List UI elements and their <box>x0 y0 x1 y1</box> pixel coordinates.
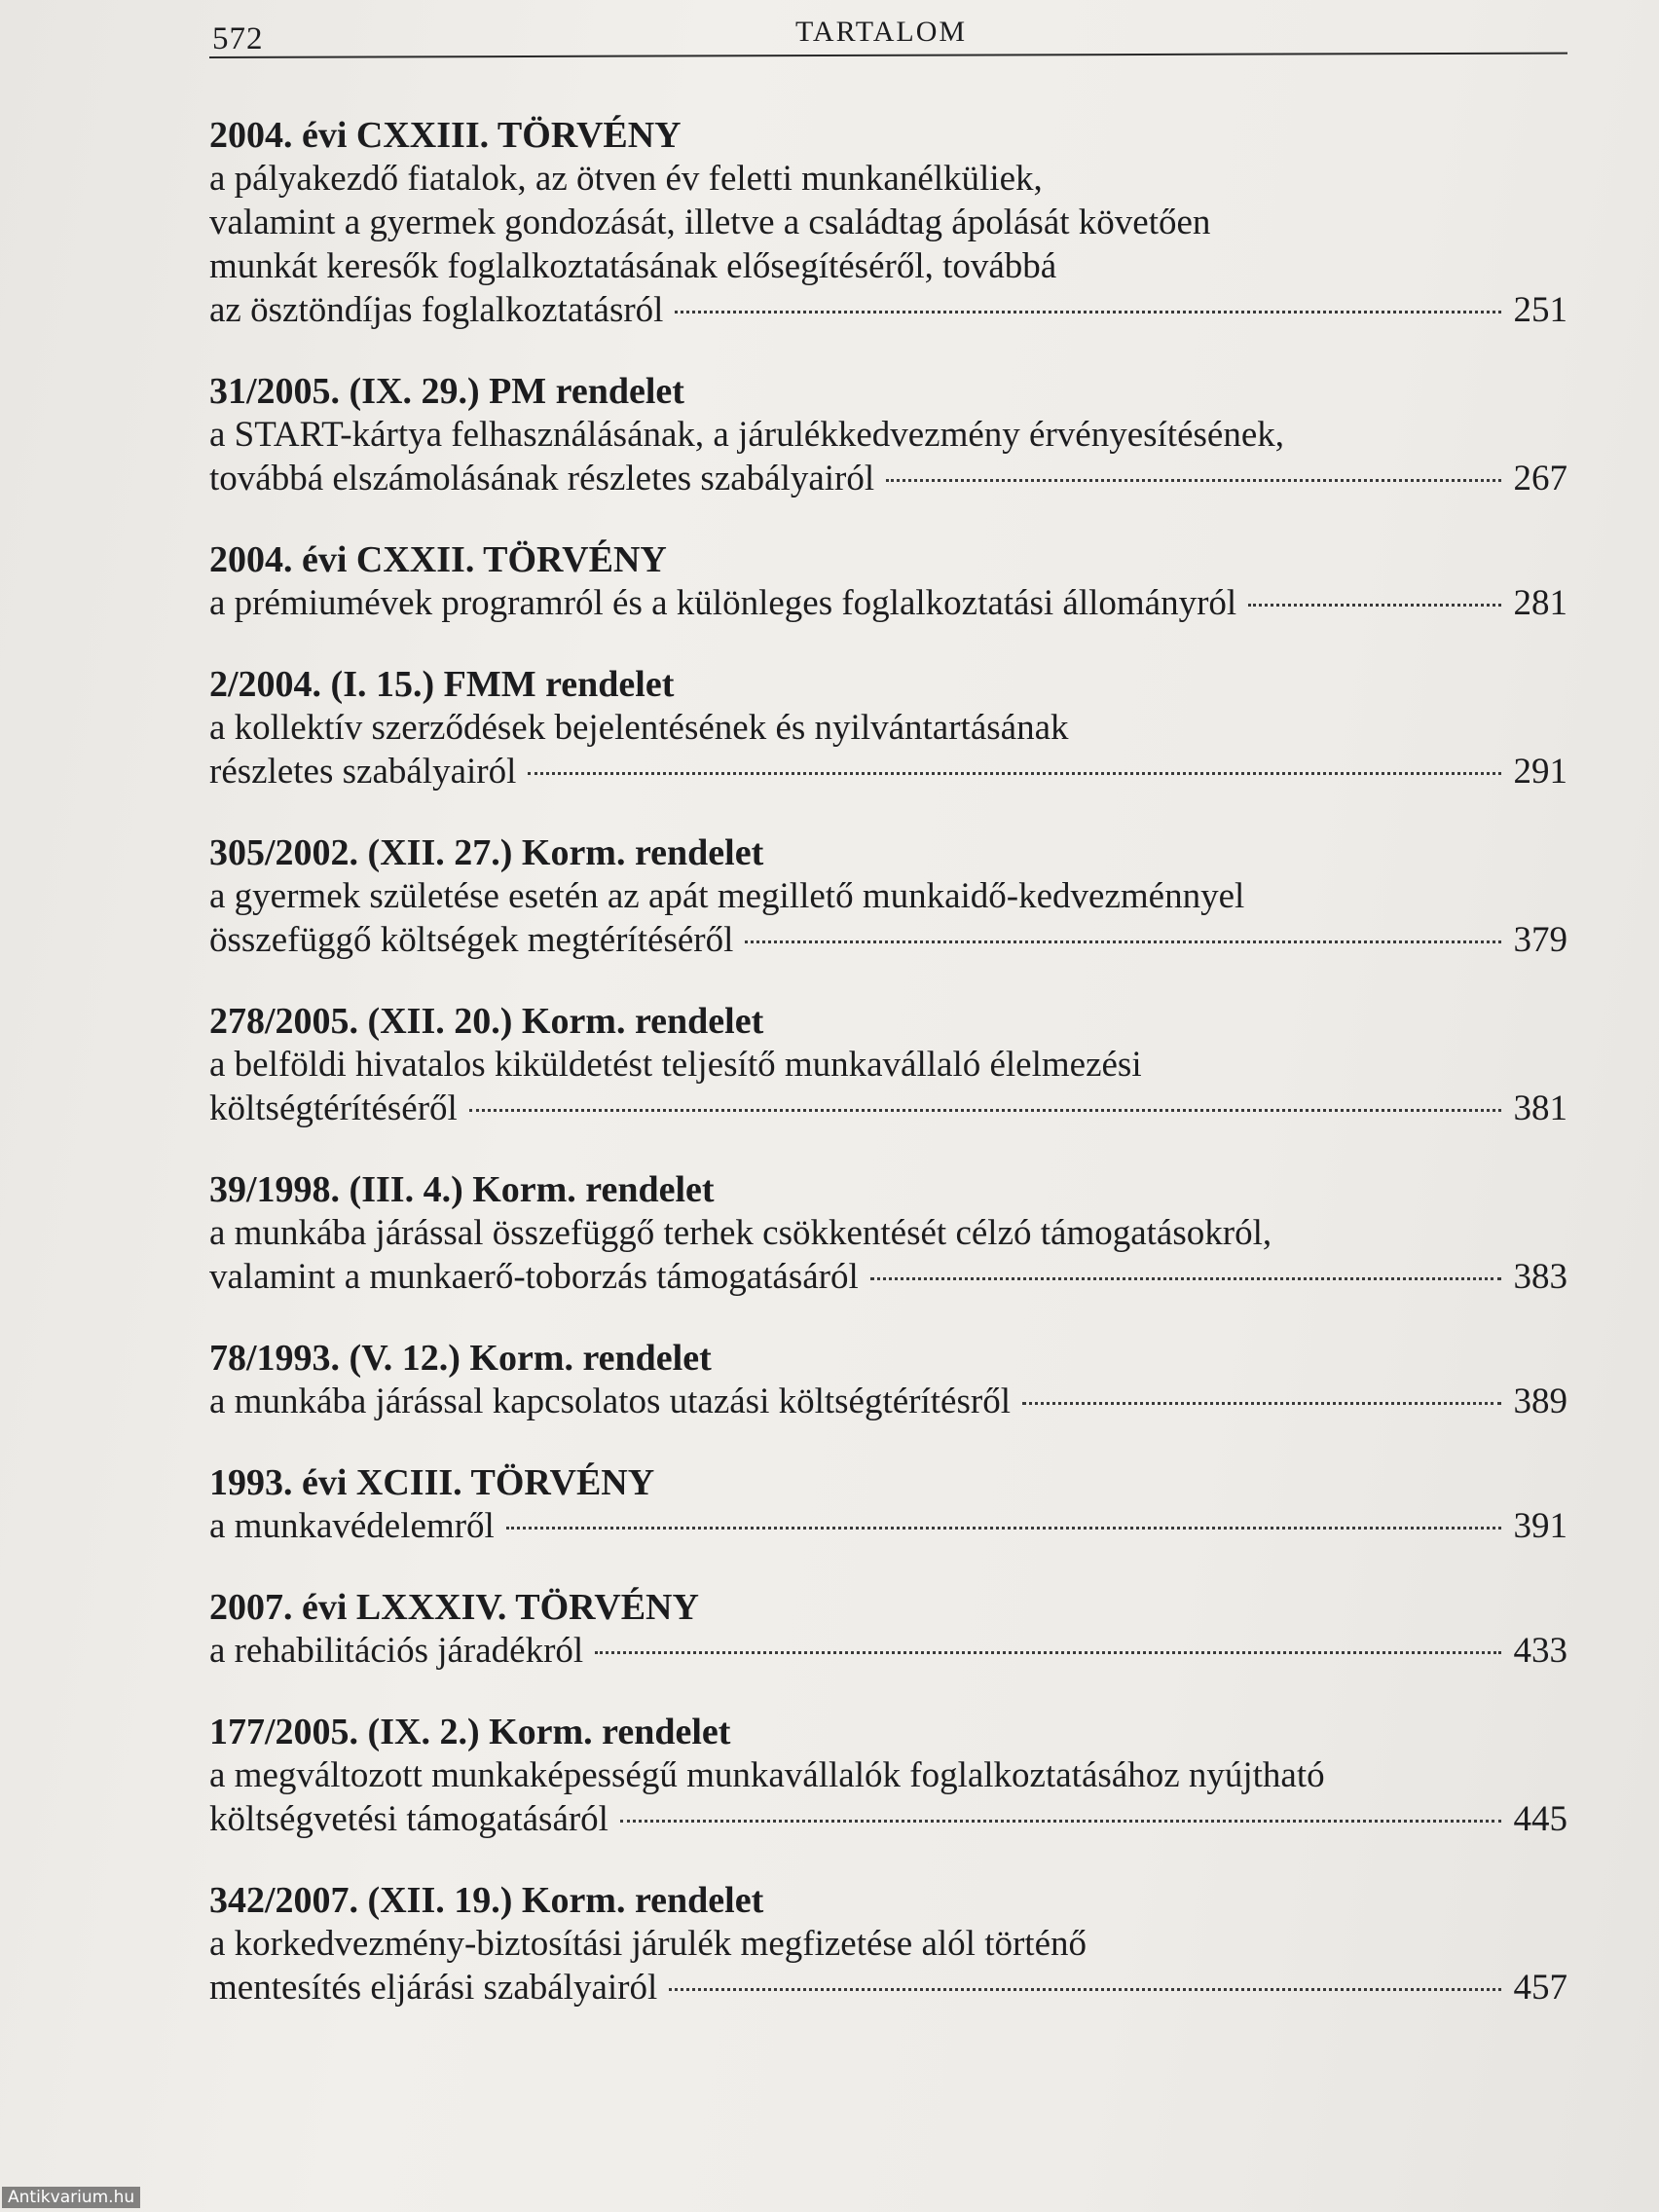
toc-entry-final-line <box>209 581 1567 625</box>
page-number: 572 <box>212 21 264 56</box>
toc-entry-description-line: munkát keresők foglalkoztatásának elősegítéséről, továbbá <box>209 246 1057 286</box>
toc-entry <box>209 832 1567 962</box>
toc-entry-title: 2/2004. (I. 15.) FMM rendelet <box>209 664 675 705</box>
dot-leader <box>469 1109 1501 1112</box>
toc-entry-description-line: a megváltozott munkaképességű munkavállalók foglalkoztatásához nyújtható <box>209 1755 1325 1795</box>
toc-entry-title: 31/2005. (IX. 29.) PM rendelet <box>209 371 684 412</box>
page-header <box>209 14 1567 72</box>
dot-leader <box>1248 604 1501 607</box>
toc-entry <box>209 1001 1567 1130</box>
toc-entry-final-line <box>209 1504 1567 1548</box>
toc-entry-final-line <box>209 1380 1567 1423</box>
toc-entry-description-line: a munkavédelemről <box>209 1506 495 1546</box>
dot-leader <box>675 311 1501 313</box>
running-title: TARTALOM <box>795 16 968 48</box>
toc-entry-description-line: a START-kártya felhasználásának, a járulékkedvezmény érvényesítésének, <box>209 415 1285 455</box>
dot-leader <box>595 1651 1501 1654</box>
dot-leader <box>1022 1402 1501 1405</box>
toc-entry-description-line: összefüggő költségek megtérítéséről <box>209 920 734 960</box>
toc-entry-title: 2004. évi CXXII. TÖRVÉNY <box>209 539 667 580</box>
toc-entry <box>209 1587 1567 1673</box>
toc-page-number: 291 <box>1513 752 1567 792</box>
dot-leader <box>745 940 1501 943</box>
toc-page-number: 433 <box>1513 1631 1567 1671</box>
toc-entry-title: 278/2005. (XII. 20.) Korm. rendelet <box>209 1001 764 1042</box>
dot-leader <box>506 1527 1501 1530</box>
toc-entry-description-line: a pályakezdő fiatalok, az ötven év feletti munkanélküliek, <box>209 159 1043 199</box>
toc-entry-final-line <box>209 918 1567 962</box>
toc-entry-final-line <box>209 1966 1567 2009</box>
toc-entry <box>209 1712 1567 1841</box>
toc-entry-description-line: a kollektív szerződések bejelentésének és nyilvántartásának <box>209 708 1069 748</box>
toc-entry-description-line: a gyermek születése esetén az apát megillető munkaidő-kedvezménnyel <box>209 876 1245 916</box>
toc-entry-title: 2004. évi CXXIII. TÖRVÉNY <box>209 115 682 156</box>
toc-entry <box>209 664 1567 793</box>
toc-page-number: 457 <box>1513 1968 1567 2008</box>
toc-entry <box>209 1169 1567 1299</box>
toc-page-number: 281 <box>1513 583 1567 623</box>
toc-entry <box>209 371 1567 500</box>
toc-entry-description-line: a munkába járással kapcsolatos utazási költségtérítésről <box>209 1382 1011 1421</box>
toc-entry-description-line: az ösztöndíjas foglalkoztatásról <box>209 290 664 330</box>
toc-entry-final-line <box>209 1797 1567 1841</box>
toc-entry <box>209 1338 1567 1423</box>
toc-entry-title: 78/1993. (V. 12.) Korm. rendelet <box>209 1338 712 1379</box>
toc-entry <box>209 115 1567 332</box>
toc-page-number: 267 <box>1513 459 1567 498</box>
toc-entry-description-line: a munkába járással összefüggő terhek csökkentését célzó támogatásokról, <box>209 1213 1272 1253</box>
dot-leader <box>669 1988 1501 1991</box>
toc-entry-description-line: a belföldi hivatalos kiküldetést teljesítő munkavállaló élelmezési <box>209 1045 1142 1085</box>
watermark: Antikvarium.hu <box>2 2187 140 2208</box>
table-of-contents <box>209 115 1567 2048</box>
toc-page-number: 391 <box>1513 1506 1567 1546</box>
toc-entry-description-line: a prémiumévek programról és a különleges foglalkoztatási állományról <box>209 583 1237 623</box>
toc-entry-description-line: költségtérítéséről <box>209 1088 458 1128</box>
toc-entry-description-line: mentesítés eljárási szabályairól <box>209 1968 658 2008</box>
toc-entry-title: 1993. évi XCIII. TÖRVÉNY <box>209 1462 655 1503</box>
header-rule <box>209 53 1567 58</box>
dot-leader <box>870 1277 1501 1280</box>
toc-entry-title: 2007. évi LXXXIV. TÖRVÉNY <box>209 1587 699 1628</box>
toc-entry <box>209 1880 1567 2009</box>
toc-page-number: 389 <box>1513 1382 1567 1421</box>
toc-entry-description-line: továbbá elszámolásának részletes szabályairól <box>209 459 875 498</box>
toc-entry-final-line <box>209 1629 1567 1673</box>
toc-entry-description-line: a korkedvezmény-biztosítási járulék megfizetése alól történő <box>209 1924 1088 1964</box>
toc-page-number: 381 <box>1513 1088 1567 1128</box>
toc-entry-description-line: a rehabilitációs járadékról <box>209 1631 584 1671</box>
toc-entry-description-line: költségvetési támogatásáról <box>209 1799 608 1839</box>
dot-leader <box>528 772 1501 775</box>
toc-entry-title: 342/2007. (XII. 19.) Korm. rendelet <box>209 1880 764 1921</box>
toc-entry-description-line: valamint a gyermek gondozását, illetve a családtag ápolását követően <box>209 203 1211 242</box>
dot-leader <box>620 1820 1501 1823</box>
toc-entry-final-line <box>209 750 1567 793</box>
toc-entry-final-line <box>209 457 1567 500</box>
toc-entry-final-line <box>209 1255 1567 1299</box>
toc-entry <box>209 1462 1567 1548</box>
toc-page-number: 383 <box>1513 1257 1567 1297</box>
toc-entry-final-line <box>209 1087 1567 1130</box>
toc-page-number: 251 <box>1513 290 1567 330</box>
toc-entry-description-line: részletes szabályairól <box>209 752 517 792</box>
toc-entry-title: 305/2002. (XII. 27.) Korm. rendelet <box>209 832 764 873</box>
toc-entry-title: 177/2005. (IX. 2.) Korm. rendelet <box>209 1712 731 1752</box>
toc-entry <box>209 539 1567 625</box>
toc-page-number: 445 <box>1513 1799 1567 1839</box>
toc-entry-final-line <box>209 288 1567 332</box>
toc-page-number: 379 <box>1513 920 1567 960</box>
toc-entry-description-line: valamint a munkaerő-toborzás támogatásáról <box>209 1257 859 1297</box>
toc-entry-title: 39/1998. (III. 4.) Korm. rendelet <box>209 1169 715 1210</box>
dot-leader <box>886 479 1501 482</box>
